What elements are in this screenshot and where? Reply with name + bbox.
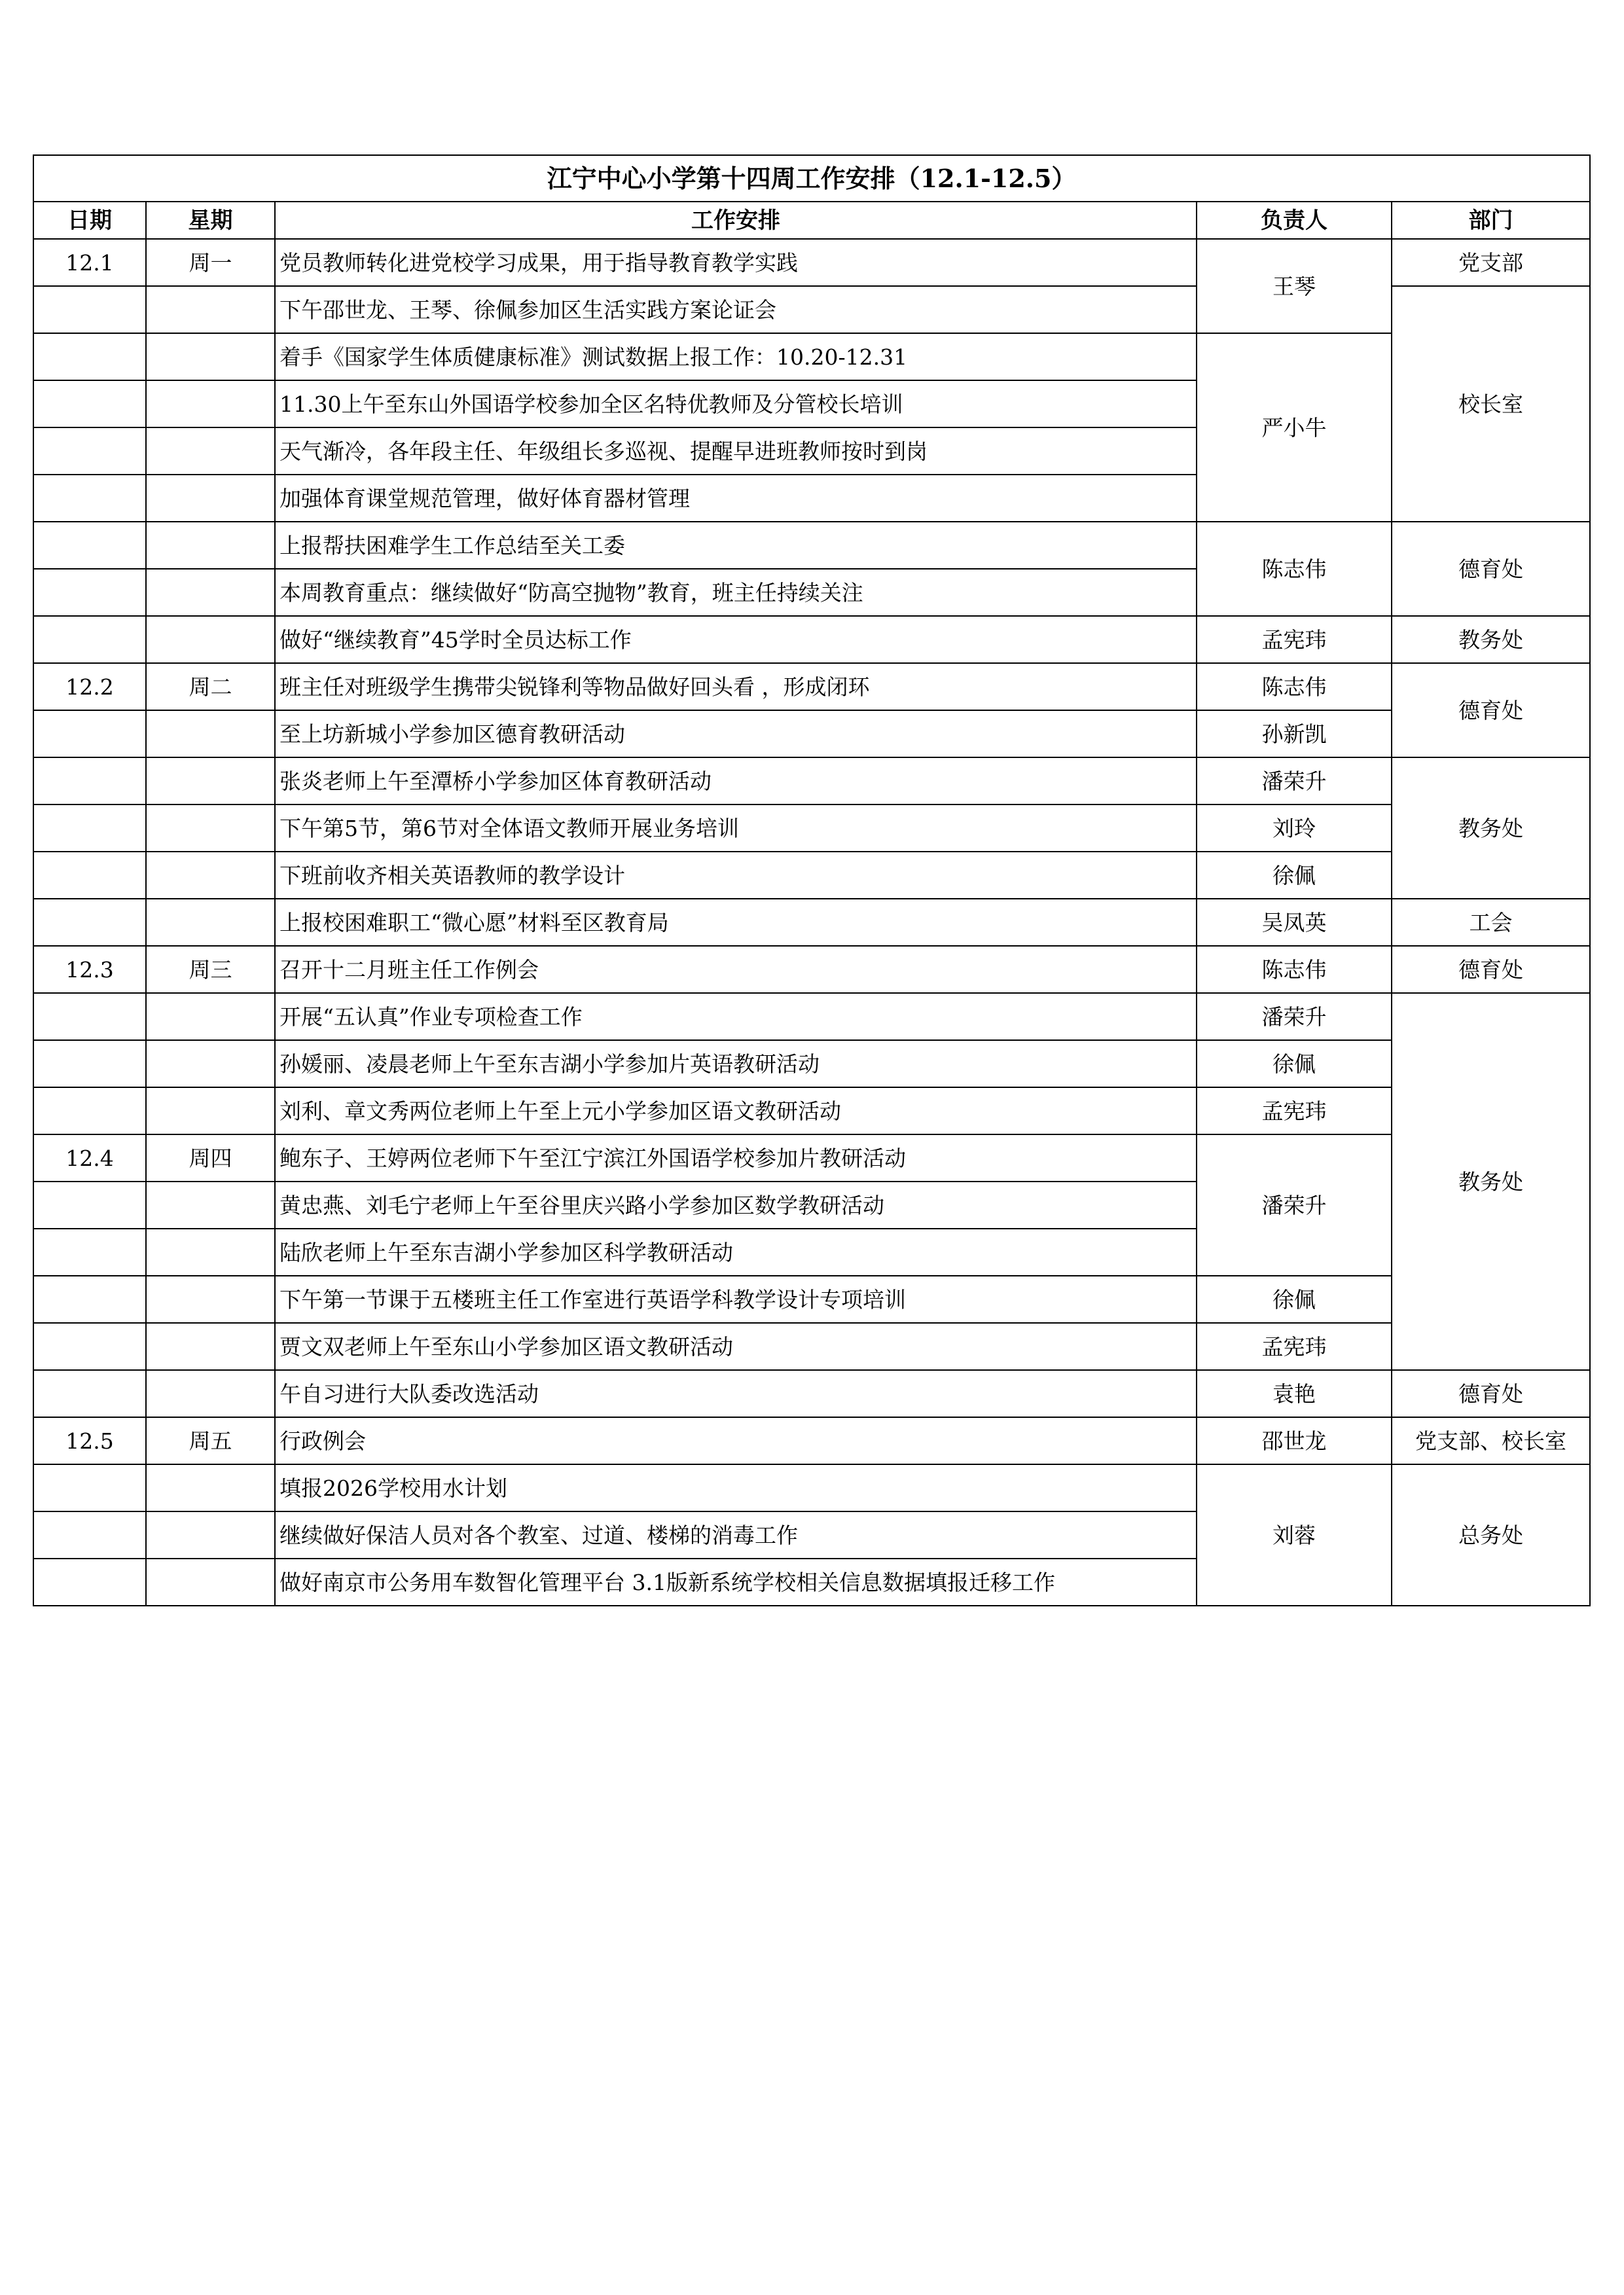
date-cell [33, 522, 146, 569]
header-date: 日期 [33, 202, 146, 239]
weekday-cell [146, 852, 275, 899]
owner-cell: 邵世龙 [1197, 1417, 1392, 1464]
owner-cell: 严小牛 [1197, 333, 1392, 522]
date-cell [33, 427, 146, 475]
table-row [33, 899, 1590, 946]
task-cell: 上报校困难职工“微心愿”材料至区教育局 [275, 899, 1197, 946]
header-owner: 负责人 [1197, 202, 1392, 239]
weekday-cell [146, 427, 275, 475]
department-cell: 德育处 [1392, 663, 1590, 757]
table-row [33, 1370, 1590, 1417]
owner-cell: 孟宪玮 [1197, 616, 1392, 663]
owner-cell: 陈志伟 [1197, 946, 1392, 993]
task-cell: 着手《国家学生体质健康标准》测试数据上报工作：10.20-12.31 [275, 333, 1197, 380]
owner-cell: 王琴 [1197, 239, 1392, 333]
weekday-cell [146, 1182, 275, 1229]
task-cell: 贾文双老师上午至东山小学参加区语文教研活动 [275, 1323, 1197, 1370]
weekday-cell [146, 522, 275, 569]
weekday-cell [146, 1323, 275, 1370]
weekday-cell [146, 1040, 275, 1087]
date-cell: 12.2 [33, 663, 146, 710]
weekday-cell [146, 1464, 275, 1511]
date-cell [33, 1370, 146, 1417]
task-cell: 继续做好保洁人员对各个教室、过道、楼梯的消毒工作 [275, 1511, 1197, 1559]
table-row [33, 1323, 1590, 1370]
table-row [33, 757, 1590, 804]
table-row [33, 663, 1590, 710]
task-cell: 做好“继续教育”45学时全员达标工作 [275, 616, 1197, 663]
table-row [33, 333, 1590, 380]
owner-cell: 徐佩 [1197, 1276, 1392, 1323]
department-cell: 德育处 [1392, 1370, 1590, 1417]
task-cell: 鲍东子、王婷两位老师下午至江宁滨江外国语学校参加片教研活动 [275, 1134, 1197, 1182]
weekday-cell [146, 1511, 275, 1559]
task-cell: 开展“五认真”作业专项检查工作 [275, 993, 1197, 1040]
task-cell: 孙媛丽、凌晨老师上午至东吉湖小学参加片英语教研活动 [275, 1040, 1197, 1087]
task-cell: 班主任对班级学生携带尖锐锋利等物品做好回头看 ，形成闭环 [275, 663, 1197, 710]
table-row [33, 804, 1590, 852]
weekday-cell [146, 1370, 275, 1417]
table-row [33, 1134, 1590, 1182]
table-row [33, 239, 1590, 286]
date-cell [33, 993, 146, 1040]
task-cell: 刘利、章文秀两位老师上午至上元小学参加区语文教研活动 [275, 1087, 1197, 1134]
task-cell: 天气渐冷，各年段主任、年级组长多巡视、提醒早进班教师按时到岗 [275, 427, 1197, 475]
date-cell [33, 569, 146, 616]
date-cell [33, 852, 146, 899]
owner-cell: 徐佩 [1197, 1040, 1392, 1087]
owner-cell: 潘荣升 [1197, 1134, 1392, 1276]
task-cell: 上报帮扶困难学生工作总结至关工委 [275, 522, 1197, 569]
weekday-cell [146, 804, 275, 852]
department-cell: 德育处 [1392, 946, 1590, 993]
table-row [33, 1464, 1590, 1511]
task-cell: 下午邵世龙、王琴、徐佩参加区生活实践方案论证会 [275, 286, 1197, 333]
date-cell [33, 286, 146, 333]
header-task: 工作安排 [275, 202, 1197, 239]
date-cell [33, 475, 146, 522]
task-cell: 陆欣老师上午至东吉湖小学参加区科学教研活动 [275, 1229, 1197, 1276]
weekday-cell [146, 757, 275, 804]
date-cell [33, 1182, 146, 1229]
header-weekday: 星期 [146, 202, 275, 239]
date-cell [33, 1464, 146, 1511]
weekday-cell: 周五 [146, 1417, 275, 1464]
table-row [33, 852, 1590, 899]
table-row [33, 616, 1590, 663]
task-cell: 本周教育重点：继续做好“防高空抛物”教育，班主任持续关注 [275, 569, 1197, 616]
table-row [33, 946, 1590, 993]
task-cell: 11.30上午至东山外国语学校参加全区名特优教师及分管校长培训 [275, 380, 1197, 427]
date-cell [33, 710, 146, 757]
date-cell [33, 333, 146, 380]
owner-cell: 袁艳 [1197, 1370, 1392, 1417]
table-row [33, 993, 1590, 1040]
weekday-cell [146, 569, 275, 616]
owner-cell: 潘荣升 [1197, 757, 1392, 804]
owner-cell: 孟宪玮 [1197, 1087, 1392, 1134]
weekday-cell: 周三 [146, 946, 275, 993]
weekday-cell [146, 1276, 275, 1323]
weekday-cell [146, 1229, 275, 1276]
weekday-cell [146, 993, 275, 1040]
task-cell: 下午第一节课于五楼班主任工作室进行英语学科教学设计专项培训 [275, 1276, 1197, 1323]
table-row [33, 1276, 1590, 1323]
weekday-cell [146, 475, 275, 522]
weekday-cell [146, 1087, 275, 1134]
owner-cell: 潘荣升 [1197, 993, 1392, 1040]
schedule-title: 江宁中心小学第十四周工作安排（12.1-12.5） [33, 155, 1590, 202]
date-cell: 12.4 [33, 1134, 146, 1182]
owner-cell: 陈志伟 [1197, 522, 1392, 616]
weekly-schedule-table [33, 154, 1591, 1606]
task-cell: 填报2026学校用水计划 [275, 1464, 1197, 1511]
owner-cell: 吴凤英 [1197, 899, 1392, 946]
department-cell: 教务处 [1392, 616, 1590, 663]
task-cell: 召开十二月班主任工作例会 [275, 946, 1197, 993]
date-cell [33, 1276, 146, 1323]
weekday-cell: 周四 [146, 1134, 275, 1182]
table-row [33, 1417, 1590, 1464]
owner-cell: 孟宪玮 [1197, 1323, 1392, 1370]
owner-cell: 孙新凯 [1197, 710, 1392, 757]
weekday-cell [146, 616, 275, 663]
title-row [33, 155, 1590, 202]
task-cell: 行政例会 [275, 1417, 1197, 1464]
department-cell: 总务处 [1392, 1464, 1590, 1606]
department-cell: 党支部、校长室 [1392, 1417, 1590, 1464]
date-cell [33, 1229, 146, 1276]
weekday-cell [146, 1559, 275, 1606]
task-cell: 下班前收齐相关英语教师的教学设计 [275, 852, 1197, 899]
weekday-cell [146, 333, 275, 380]
weekday-cell [146, 380, 275, 427]
task-cell: 下午第5节，第6节对全体语文教师开展业务培训 [275, 804, 1197, 852]
department-cell: 党支部 [1392, 239, 1590, 286]
date-cell [33, 1323, 146, 1370]
task-cell: 张炎老师上午至潭桥小学参加区体育教研活动 [275, 757, 1197, 804]
owner-cell: 徐佩 [1197, 852, 1392, 899]
task-cell: 做好南京市公务用车数智化管理平台 3.1版新系统学校相关信息数据填报迁移工作 [275, 1559, 1197, 1606]
date-cell: 12.3 [33, 946, 146, 993]
task-cell: 午自习进行大队委改选活动 [275, 1370, 1197, 1417]
table-row [33, 1087, 1590, 1134]
owner-cell: 刘玲 [1197, 804, 1392, 852]
date-cell [33, 1040, 146, 1087]
table-row [33, 1040, 1590, 1087]
department-cell: 教务处 [1392, 993, 1590, 1370]
weekday-cell [146, 286, 275, 333]
date-cell [33, 899, 146, 946]
task-cell: 加强体育课堂规范管理，做好体育器材管理 [275, 475, 1197, 522]
weekday-cell: 周一 [146, 239, 275, 286]
date-cell [33, 1559, 146, 1606]
task-cell: 党员教师转化进党校学习成果，用于指导教育教学实践 [275, 239, 1197, 286]
header-row [33, 202, 1590, 239]
department-cell: 教务处 [1392, 757, 1590, 899]
weekday-cell: 周二 [146, 663, 275, 710]
date-cell: 12.5 [33, 1417, 146, 1464]
department-cell: 德育处 [1392, 522, 1590, 616]
date-cell [33, 804, 146, 852]
table-row [33, 710, 1590, 757]
owner-cell: 刘蓉 [1197, 1464, 1392, 1606]
date-cell: 12.1 [33, 239, 146, 286]
task-cell: 黄忠燕、刘毛宁老师上午至谷里庆兴路小学参加区数学教研活动 [275, 1182, 1197, 1229]
weekday-cell [146, 710, 275, 757]
department-cell: 校长室 [1392, 286, 1590, 522]
department-cell: 工会 [1392, 899, 1590, 946]
date-cell [33, 1511, 146, 1559]
task-cell: 至上坊新城小学参加区德育教研活动 [275, 710, 1197, 757]
weekday-cell [146, 899, 275, 946]
date-cell [33, 757, 146, 804]
header-department: 部门 [1392, 202, 1590, 239]
date-cell [33, 380, 146, 427]
date-cell [33, 616, 146, 663]
owner-cell: 陈志伟 [1197, 663, 1392, 710]
table-row [33, 522, 1590, 569]
date-cell [33, 1087, 146, 1134]
